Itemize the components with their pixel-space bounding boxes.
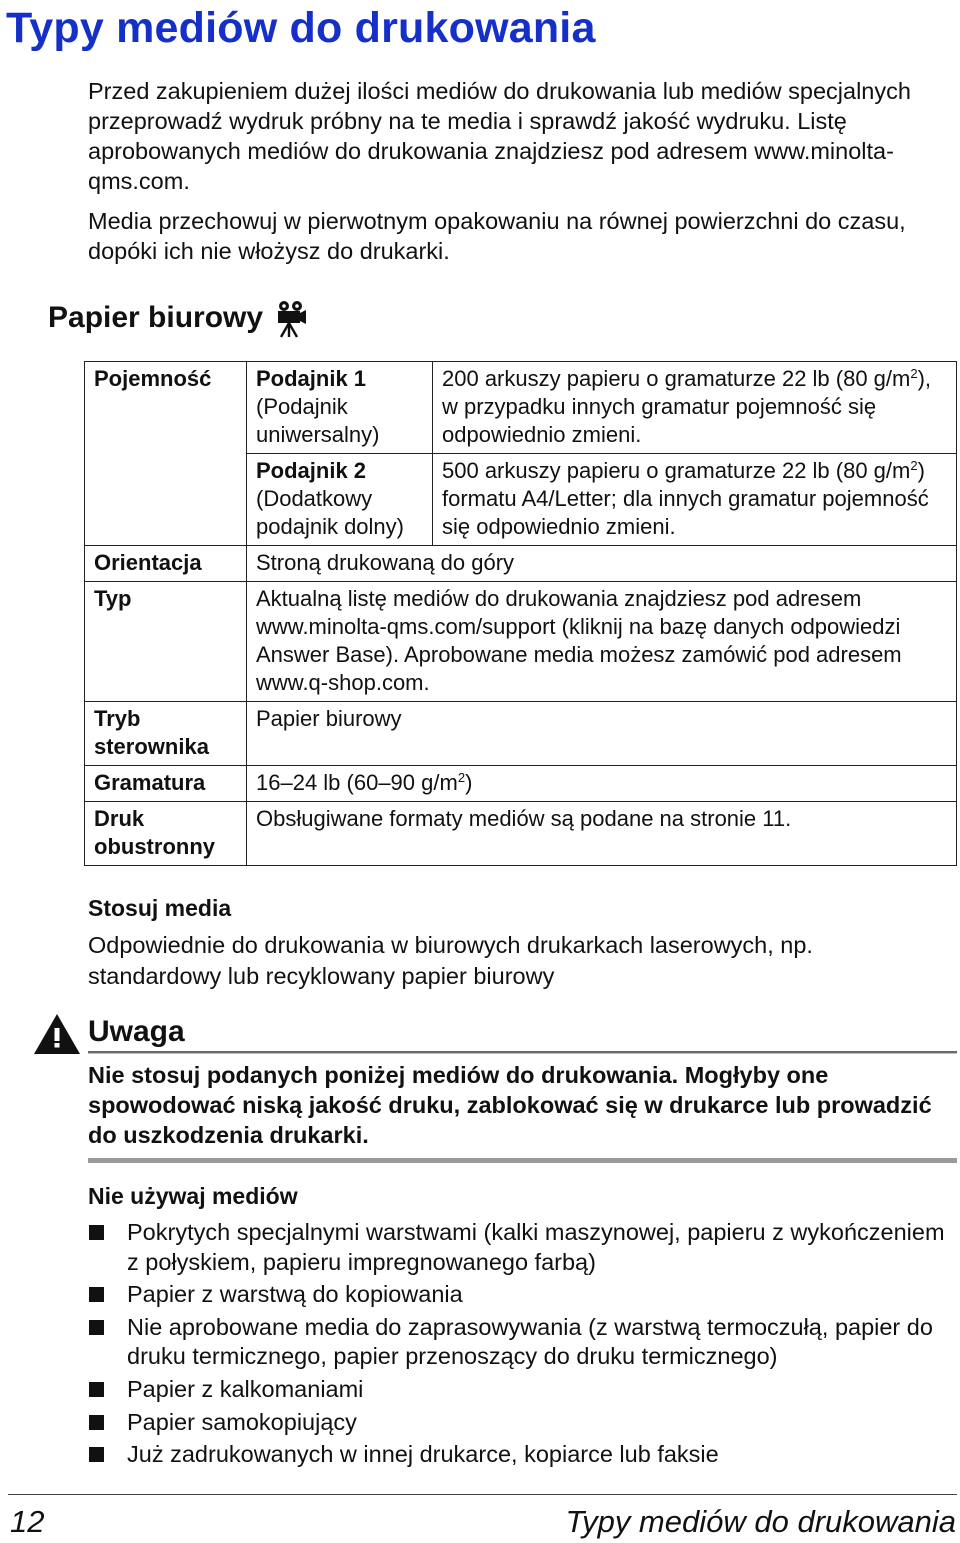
list-item-text: Papier samokopiujący	[127, 1408, 357, 1435]
tray2-value: 500 arkuszy papieru o gramaturze 22 lb (80 $g/m^2$) formatu A4/Letter; dla innych gramatur pojemność się odpowiednio zmieni.	[433, 454, 957, 546]
list-item	[88, 1218, 948, 1277]
list-item-text: Nie aprobowane media do zaprasowywania (z warstwą termoczułą, papier do druku termicznego, papier przenoszący do druku termicznego)	[127, 1313, 933, 1370]
use-media-heading: Stosuj media	[88, 895, 232, 921]
tray2-subtitle: (Dodatkowy podajnik dolny)	[256, 486, 404, 539]
duplex-value: Obsługiwane formaty mediów są podane na stronie 11.	[247, 802, 957, 866]
weight-label: Gramatura	[85, 766, 247, 802]
duplex-label: Druk obustronny	[85, 802, 247, 866]
warning-title: Uwaga	[88, 1015, 185, 1048]
warning-text: Nie stosuj podanych poniżej mediów do drukowania. Mogłyby one spowodować niską jakość druku, zablokować się w drukarce lub prowadzić do uszkodzenia drukarki.	[88, 1062, 932, 1148]
square-bullet-icon	[89, 1320, 104, 1335]
list-item	[88, 1280, 948, 1310]
warning-divider-bottom	[88, 1158, 957, 1163]
square-bullet-icon	[89, 1447, 104, 1462]
avoid-media-list	[88, 1218, 948, 1470]
type-label: Typ	[85, 582, 247, 702]
warning-divider-top	[88, 1051, 957, 1054]
avoid-media-section	[88, 1180, 948, 1473]
use-media-section	[88, 892, 938, 992]
tray1-value: 200 arkuszy papieru o gramaturze 22 lb (80 $g/m^2$), w przypadku innych gramatur pojemność się odpowiednio zmieni.	[433, 362, 957, 454]
square-bullet-icon	[89, 1225, 104, 1240]
list-item	[88, 1375, 948, 1405]
table-row	[85, 766, 957, 802]
tray1-subtitle: (Podajnik uniwersalny)	[256, 394, 380, 447]
list-item-text: Już zadrukowanych w innej drukarce, kopiarce lub faksie	[127, 1441, 719, 1468]
type-value: Aktualną listę mediów do drukowania znajdziesz pod adresem www.minolta-qms.com/support (kliknij na bazę danych odpowiedzi Answer Base). Aprobowane media możesz zamówić pod adresem www.q-shop.com.	[247, 582, 957, 702]
weight-value: 16–24 lb (60–90 $g/m^2$)	[247, 766, 957, 802]
table-row	[85, 582, 957, 702]
tray1-title: Podajnik 1	[256, 366, 367, 391]
list-item	[88, 1440, 948, 1470]
table-row	[85, 702, 957, 766]
page-number: 12	[10, 1504, 45, 1539]
driver-mode-label: Tryb sterownika	[85, 702, 247, 766]
tray1-cell	[247, 362, 433, 454]
page-title: Typy mediów do drukowania	[6, 4, 596, 52]
list-item	[88, 1313, 948, 1372]
list-item-text: Papier z warstwą do kopiowania	[127, 1281, 463, 1308]
avoid-media-heading: Nie używaj mediów	[88, 1183, 298, 1209]
section-title: Papier biurowy	[48, 301, 264, 334]
use-media-text: Odpowiednie do drukowania w biurowych drukarkach laserowych, np. standardowy lub recyklowany papier biurowy	[88, 932, 813, 989]
orientation-value: Stroną drukowaną do góry	[247, 546, 957, 582]
list-item-text: Pokrytych specjalnymi warstwami (kalki maszynowej, papieru z wykończeniem z połyskiem, papieru impregnowanego farbą)	[127, 1219, 945, 1275]
table-row	[85, 546, 957, 582]
footer-title: Typy mediów do drukowania	[565, 1504, 956, 1539]
footer-divider	[8, 1494, 957, 1495]
warning-triangle-icon	[32, 1012, 82, 1056]
paper-spec-table	[84, 361, 957, 866]
orientation-label: Orientacja	[85, 546, 247, 582]
list-item-text: Papier z kalkomaniami	[127, 1376, 364, 1403]
square-bullet-icon	[89, 1382, 104, 1397]
table-row	[85, 362, 957, 454]
tray2-title: Podajnik 2	[256, 458, 367, 483]
driver-mode-value: Papier biurowy	[247, 702, 957, 766]
intro-paragraph-2: Media przechowuj w pierwotnym opakowaniu na równej powierzchni do czasu, dopóki ich nie włożysz do drukarki.	[88, 208, 906, 264]
intro-paragraph-1: Przed zakupieniem dużej ilości mediów do drukowania lub mediów specjalnych przeprowadź wydruk próbny na te media i sprawdź jakość wydruku. Listę aprobowanych mediów do drukowania znajdziesz pod adresem www.minolta-qms.com.	[88, 78, 911, 194]
square-bullet-icon	[89, 1415, 104, 1430]
square-bullet-icon	[89, 1287, 104, 1302]
video-camera-icon	[271, 298, 311, 338]
table-row	[85, 802, 957, 866]
section-heading	[48, 298, 311, 338]
intro-text	[88, 76, 938, 276]
tray2-cell	[247, 454, 433, 546]
capacity-label: Pojemność	[85, 362, 247, 546]
list-item	[88, 1408, 948, 1438]
